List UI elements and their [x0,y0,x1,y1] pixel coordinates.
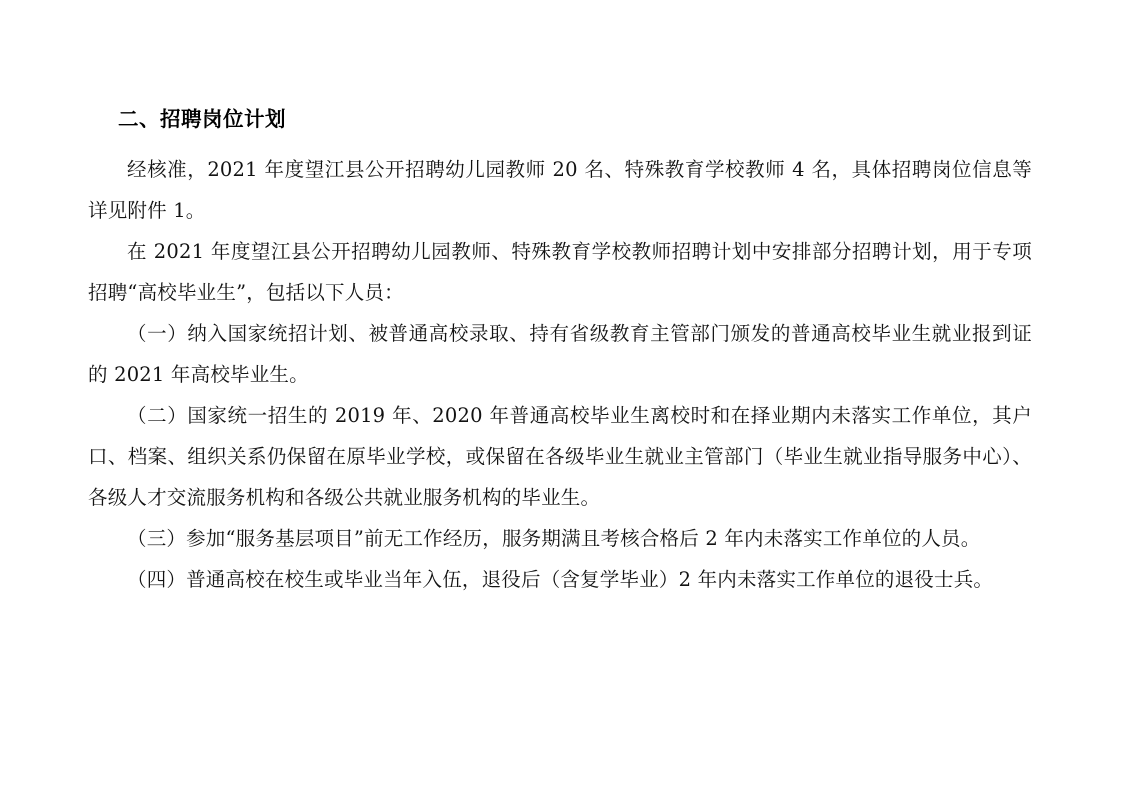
paragraph: （三）参加“服务基层项目”前无工作经历，服务期满且考核合格后 2 年内未落实工作单位的人员。 [127,526,981,550]
document-body [88,104,1032,600]
paragraph: 经核准，2021 年度望江县公开招聘幼儿园教师 20 名、特殊教育学校教师 4 名，具体招聘岗位信息等详见附件 1。 [88,157,1032,222]
paragraph: （一）纳入国家统招计划、被普通高校录取、持有省级教育主管部门颁发的普通高校毕业生就业报到证的 2021 年高校毕业生。 [88,321,1032,386]
section-heading: 二、招聘岗位计划 [118,107,286,131]
paragraph: （二）国家统一招生的 2019 年、2020 年普通高校毕业生离校时和在择业期内未落实工作单位，其户口、档案、组织关系仍保留在原毕业学校，或保留在各级毕业生就业主管部门（毕业生就业指导服务中心）、各级人才交流服务机构和各级公共就业服务机构的毕业生。 [88,403,1032,509]
paragraph: （四）普通高校在校生或毕业当年入伍，退役后（含复学毕业）2 年内未落实工作单位的退役士兵。 [127,567,994,591]
paragraph: 在 2021 年度望江县公开招聘幼儿园教师、特殊教育学校教师招聘计划中安排部分招聘计划，用于专项招聘“高校毕业生”，包括以下人员： [88,239,1032,304]
